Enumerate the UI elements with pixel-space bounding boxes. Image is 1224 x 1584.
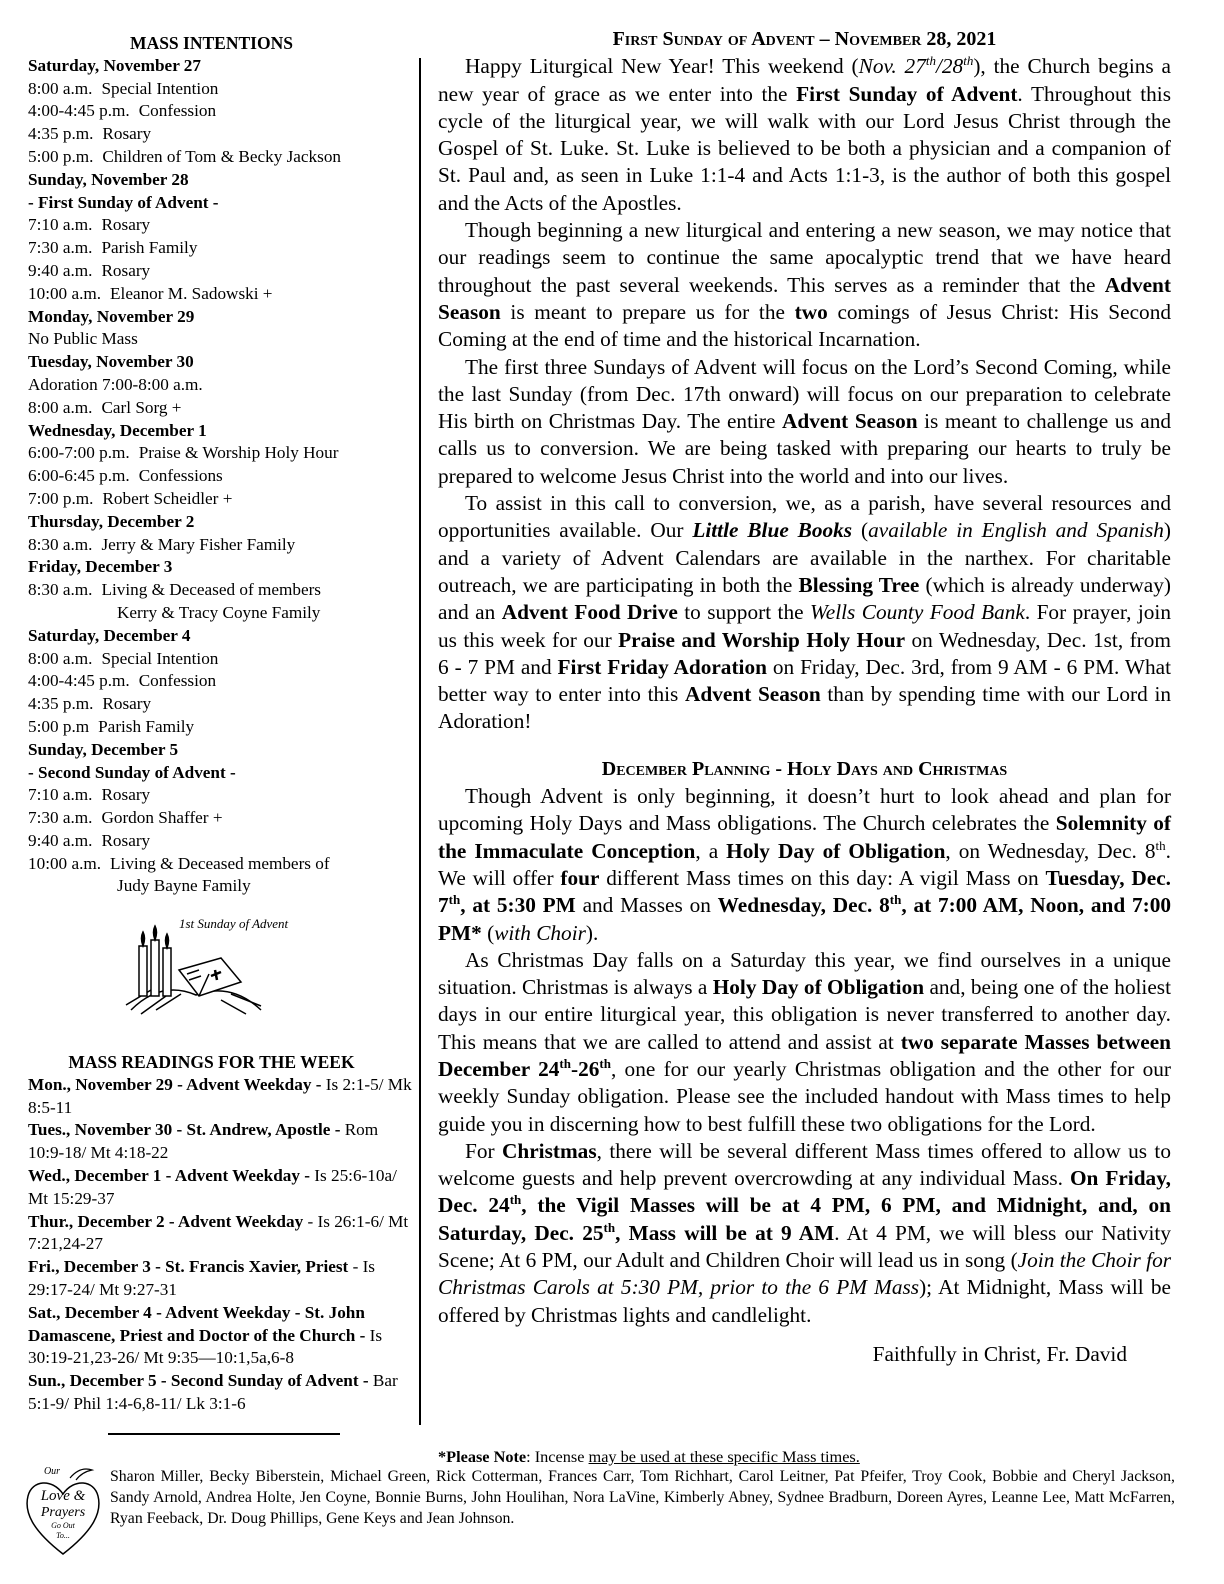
intention-text: Rosary (101, 785, 151, 805)
article-title: First Sunday of Advent – November 28, 2021 (612, 28, 997, 50)
intention-day-heading: Saturday, November 27 (28, 55, 201, 75)
reading-refs: Bar 5:1-9/ Phil 1:4-6,8-11/ Lk 3:1-6 (28, 1371, 398, 1414)
text-run: , there will be several different Mass times offered to allow us to welcome guests and help prevent overcrowding at any individual Mass. (438, 1138, 1171, 1191)
text-run: two (794, 299, 828, 324)
reading-item (28, 1302, 413, 1370)
text-run: comings of Jesus Christ: His Second Coming at the end of time and the historical Incarnation. (438, 299, 1171, 352)
text-run: . For prayer, join us this week for our (438, 600, 1171, 652)
mass-intentions-title: MASS INTENTIONS (130, 33, 293, 53)
reading-item (28, 1165, 413, 1211)
text-run: For (465, 1138, 502, 1163)
intention-day-heading: Saturday, December 4 (28, 625, 191, 645)
text-run: , the Vigil Masses will be at 4 PM, 6 PM, and Midnight, and, on Saturday, Dec. 25 (438, 1193, 1172, 1245)
intention-continuation: Judy Bayne Family (117, 876, 251, 896)
text-run: Advent Food Drive (501, 600, 678, 625)
intention-text: Children of Tom & Becky Jackson (102, 146, 342, 166)
text-run: ). (585, 920, 599, 945)
intention-time: 7:30 a.m. (28, 238, 93, 258)
logo-line-4: Go Out (51, 1521, 75, 1530)
text-run: is meant to prepare us for the (500, 299, 795, 324)
intention-text: Confession (138, 101, 217, 121)
text-run: , on Wednesday, Dec. 8 (945, 838, 1156, 863)
intention-time: 8:00 a.m. (28, 397, 93, 417)
intention-time: 7:30 a.m. (28, 808, 93, 828)
superscript: th (963, 53, 974, 69)
intention-time: 9:40 a.m. (28, 260, 93, 280)
reading-refs: - Is 29:17-24/ Mt 9:27-31 (28, 1257, 375, 1300)
text-run: -26 (570, 1056, 600, 1081)
reading-item (28, 1256, 413, 1302)
intention-text: Carl Sorg + (101, 397, 182, 417)
note-label: *Please Note (438, 1447, 527, 1466)
intention-row (28, 830, 413, 853)
intention-time: 4:35 p.m. (28, 124, 94, 144)
prayer-list: Sharon Miller, Becky Biberstein, Michael Green, Rick Cotterman, Frances Carr, Tom Richhart, Carol Leitner, Pat Pfeifer, Troy Cook, Bobbie and Cheryl Jackson, Sandy Arnold, Andrea Holte, Jen Coyne, Bonnie Burns, John Houlihan, Nora LaVine, Kimberly Abney, Sydnee Bradburn, Doreen Ayres, Leanne Lee, Matt McFarren, Ryan Feeback, Dr. Doug Phillips, Gene Keys and Jean Johnson. (110, 1468, 1175, 1527)
text-run: First Sunday of Advent (796, 81, 1018, 106)
intention-text: Special Intention (101, 648, 219, 668)
reading-day: Fri., December 3 - St. Francis Xavier, Priest (28, 1257, 349, 1277)
reading-refs: Is 30:19-21,23-26/ Mt 9:35—10:1,5a,6-8 (28, 1325, 383, 1368)
intention-row (28, 442, 413, 465)
intention-text: Rosary (101, 830, 151, 850)
column-divider (419, 58, 421, 1425)
text-run: ); At Midnight, Mass will be offered by Christmas lights and candlelight. (438, 1275, 1171, 1327)
superscript: th (509, 1192, 522, 1208)
intention-text: Rosary (101, 260, 151, 280)
text-run: Nov. 27 (858, 54, 926, 79)
text-run: , Mass will be at 9 AM (615, 1220, 835, 1245)
reading-day: Sun., December 5 - Second Sunday of Advent - (28, 1371, 369, 1391)
intention-row (28, 784, 413, 807)
article-body (438, 53, 1171, 735)
prayers-heart-logo (22, 1460, 104, 1560)
intention-row (28, 693, 413, 716)
text-run: , a (695, 838, 727, 863)
text-run: On Friday, Dec. 24 (438, 1166, 1171, 1218)
reading-refs: - Is 26:1-6/ Mt 7:21,24-27 (28, 1211, 409, 1254)
reading-item (28, 1370, 413, 1416)
intention-text: Eleanor M. Sadowski + (110, 283, 273, 303)
intention-time: 5:00 p.m. (28, 146, 94, 166)
article-subtitle: December Planning - Holy Days and Christmas (601, 757, 1008, 780)
intention-text: Robert Scheidler + (102, 488, 233, 508)
intention-text: Parish Family (101, 238, 198, 258)
note-underlined: may be used at these specific Mass times. (588, 1447, 860, 1466)
intention-row (28, 123, 413, 146)
reading-item (28, 1119, 413, 1165)
text-run: to support the (677, 600, 810, 625)
intention-time: 7:10 a.m. (28, 215, 93, 235)
right-column (438, 26, 1171, 1368)
text-run: two separate Masses between December 24 (438, 1029, 1172, 1081)
intention-row (28, 716, 413, 739)
text-run: on Wednesday, Dec. 1st, from 6 - 7 PM and (438, 627, 1171, 679)
left-column (28, 32, 413, 1416)
article-paragraph (438, 947, 1171, 1138)
article-paragraph (438, 490, 1171, 736)
note-text: : Incense (526, 1447, 589, 1466)
text-run: ( (481, 920, 495, 945)
text-run: and Masses on (575, 893, 718, 918)
superscript: th (603, 1219, 616, 1235)
intention-row (28, 237, 413, 260)
footer-rule (108, 1433, 340, 1435)
intention-text: Praise & Worship Holy Hour (138, 443, 339, 463)
text-run: Blessing Tree (798, 572, 920, 597)
intention-text: Confession (138, 671, 217, 691)
intention-time: 4:35 p.m. (28, 694, 94, 714)
text-run: Happy Liturgical New Year! This weekend ( (465, 54, 859, 79)
intention-text: Rosary (102, 694, 152, 714)
intention-row (28, 488, 413, 511)
intention-day-heading: Thursday, December 2 (28, 511, 195, 531)
intention-day-heading: Sunday, December 5 (28, 739, 179, 759)
text-run: than by spending time with our Lord in Adoration! (438, 682, 1172, 734)
intention-text: Rosary (101, 215, 151, 235)
intention-time: 9:40 a.m. (28, 830, 93, 850)
intention-time: 8:00 a.m. (28, 648, 93, 668)
text-run: First Friday Adoration (557, 654, 767, 679)
intention-row (28, 534, 413, 557)
reading-day: Mon., November 29 - Advent Weekday - (28, 1074, 322, 1094)
intention-row (28, 283, 413, 306)
reading-refs: Rom 10:9-18/ Mt 4:18-22 (28, 1120, 379, 1163)
intention-text: Special Intention (101, 78, 219, 98)
intention-day-heading: - Second Sunday of Advent - (28, 762, 236, 782)
superscript: th (448, 892, 461, 908)
logo-line-3: Prayers (40, 1505, 86, 1520)
intention-time: 4:00-4:45 p.m. (28, 101, 130, 121)
text-run: Solemnity of the Immaculate Conception (438, 811, 1171, 863)
text-run: . At 4 PM, we will bless our Nativity Scene; At 6 PM, our Adult and Children Choir will lead us in song ( (438, 1220, 1171, 1273)
intention-day-heading: Wednesday, December 1 (28, 420, 207, 440)
advent-candles-illustration (121, 910, 289, 1018)
intention-text: Rosary (102, 124, 152, 144)
text-run: on Friday, Dec. 3rd, from 9 AM - 6 PM. What better way to enter into this (438, 654, 1171, 707)
text-run: Tuesday, Dec. 7 (438, 865, 1171, 918)
intention-row (28, 146, 413, 169)
intention-row (28, 853, 413, 876)
text-run: Though beginning a new liturgical and entering a new season, we may notice that our readings seem to continue the same apocalyptic trend that we have heard throughout the past several weekends. This serves as a reminder that the (438, 218, 1171, 297)
intention-row (28, 260, 413, 283)
article-paragraph (438, 783, 1171, 947)
text-run: Holy Day of Obligation (726, 838, 946, 863)
superscript: th (925, 53, 936, 69)
intention-day-heading: Sunday, November 28 (28, 169, 189, 189)
reading-day: Thur., December 2 - Advent Weekday (28, 1211, 304, 1231)
text-run: Christmas (501, 1138, 597, 1163)
intention-text: Living & Deceased of members (101, 580, 321, 600)
text-run: As Christmas Day falls on a Saturday this year, we find ourselves in a unique situation. Christmas is always a (438, 947, 1171, 1000)
text-run: is meant to challenge us and calls us to conversion. We are being tasked with preparing our hearts to truly be prepared to welcome Jesus Christ into the world and into our lives. (438, 409, 1171, 488)
intention-text: Living & Deceased members of (110, 853, 330, 873)
reading-day: Sat., December 4 - Advent Weekday - St. John Damascene, Priest and Doctor of the Church - (28, 1302, 366, 1345)
mass-readings-title: MASS READINGS FOR THE WEEK (68, 1052, 355, 1073)
article-paragraph (438, 53, 1171, 217)
text-run: Wednesday, Dec. 8 (717, 893, 890, 918)
text-run: ( (852, 518, 869, 543)
intention-time: 6:00-6:45 p.m. (28, 466, 130, 486)
intention-row (28, 214, 413, 237)
intention-text: Gordon Shaffer + (101, 808, 223, 828)
intention-day-heading: Friday, December 3 (28, 557, 173, 577)
intention-time: 7:10 a.m. (28, 785, 93, 805)
intention-time: 7:00 p.m. (28, 488, 94, 508)
intention-row (28, 648, 413, 671)
text-run: ), the Church begins a new year of grace as we enter into the (438, 54, 1172, 106)
reading-item (28, 1211, 413, 1257)
incense-note (438, 1447, 860, 1467)
intention-text: Jerry & Mary Fisher Family (101, 534, 296, 554)
reading-refs: Is 2:1-5/ Mk 8:5-11 (28, 1074, 412, 1117)
text-run: Wells County Food Bank (809, 600, 1025, 625)
intention-time: 4:00-4:45 p.m. (28, 671, 130, 691)
text-run: (which is already underway) and an (438, 572, 1171, 625)
article-paragraph (438, 354, 1171, 490)
text-run: ) and a variety of Advent Calendars are available in the narthex. For charitable outreach, we are participating in both the (438, 518, 1171, 597)
text-run: different Mass times on this day: A vigil Mass on (599, 865, 1046, 890)
intention-text: Parish Family (98, 716, 195, 736)
text-run: , at 5:30 PM (460, 893, 576, 918)
intention-time: 5:00 p.m (28, 716, 90, 736)
intention-row (28, 465, 413, 488)
intention-note: No Public Mass (28, 329, 138, 349)
intention-row (28, 670, 413, 693)
article-paragraph (438, 1138, 1171, 1329)
intention-time: 8:30 a.m. (28, 580, 93, 600)
text-run: , at 7:00 AM, Noon, and 7:00 PM* (438, 893, 1172, 945)
text-run: available in English and Spanish (868, 518, 1164, 543)
intention-time: 6:00-7:00 p.m. (28, 443, 130, 463)
text-run: with Choir (494, 920, 586, 945)
text-run: . Throughout this cycle of the liturgical year, we will walk with our Lord Jesus Christ through the Gospel of St. Luke. St. Luke is believed to be both a physician and a companion of St. Paul and, as seen in Luke 1:1-4 and Acts 1:1-3, is the author of both this gospel and the Acts of the Apostles. (438, 81, 1171, 215)
reading-day: Tues., November 30 - St. Andrew, Apostle - (28, 1120, 341, 1140)
intention-row (28, 397, 413, 420)
text-run: Advent Season (685, 682, 821, 707)
reading-refs: Is 25:6-10a/ Mt 15:29-37 (28, 1166, 397, 1208)
superscript: th (559, 1055, 571, 1071)
text-run: To assist in this call to conversion, we, as a parish, have several resources and opportunities available. Our (438, 491, 1171, 543)
text-run: Advent Season (782, 409, 918, 434)
intention-row (28, 100, 413, 123)
reading-item (28, 1074, 413, 1120)
logo-line-1: Our (43, 1466, 61, 1477)
intention-time: 10:00 a.m. (28, 853, 102, 873)
text-run: and, being one of the holiest days in our entire liturgical year, this obligation is never transferred to another day. This means that we are called to attend and assist at (438, 975, 1171, 1054)
logo-line-2: Love & (40, 1488, 86, 1504)
intention-day-heading: Tuesday, November 30 (28, 352, 194, 372)
text-run: Join the Choir for Christmas Carols at 5:30 PM, prior to the 6 PM Mass (438, 1248, 1172, 1300)
intention-day-heading: Monday, November 29 (28, 306, 195, 326)
intention-text: Confessions (138, 466, 223, 486)
intention-row (28, 78, 413, 101)
text-run: four (560, 865, 600, 890)
superscript: th (889, 892, 902, 908)
text-run: , one for our yearly Christmas obligation and the other for our weekly Sunday obligation. Please see the included handout with Mass times to help guide you in discerning how to best fulfill these two obligations for the Lord. (438, 1056, 1171, 1136)
superscript: th (1155, 837, 1166, 853)
text-run: . We will offer (438, 838, 1171, 890)
text-run: Holy Day of Obligation (712, 975, 925, 1000)
mass-intentions-list (28, 55, 413, 898)
text-run: /28 (935, 54, 964, 79)
intention-time: 10:00 a.m. (28, 283, 102, 303)
logo-line-5: To... (56, 1531, 70, 1540)
intention-time: 8:00 a.m. (28, 78, 93, 98)
intention-note: Adoration 7:00-8:00 a.m. (28, 374, 203, 394)
planning-body (438, 783, 1171, 1329)
superscript: th (599, 1055, 611, 1071)
mass-readings-list (28, 1074, 413, 1416)
intention-row (28, 579, 413, 602)
intention-row (28, 807, 413, 830)
text-run: Praise and Worship Holy Hour (618, 627, 906, 652)
intention-continuation: Kerry & Tracy Coyne Family (117, 602, 321, 622)
intention-day-heading: - First Sunday of Advent - (28, 192, 219, 212)
intention-time: 8:30 a.m. (28, 534, 93, 554)
reading-day: Wed., December 1 - Advent Weekday - (28, 1166, 310, 1186)
article-paragraph (438, 217, 1171, 353)
text-run: The first three Sundays of Advent will focus on the Lord’s Second Coming, while the last Sunday (from Dec. 17th onward) will focus on our preparation to celebrate His birth on Christmas Day. The entire (438, 354, 1171, 434)
text-run: Advent Season (438, 272, 1171, 324)
text-run: Little Blue Books (692, 518, 853, 543)
advent-image-caption: 1st Sunday of Advent (179, 916, 289, 932)
signature: Faithfully in Christ, Fr. David (872, 1341, 1127, 1366)
text-run: Though Advent is only beginning, it doesn’t hurt to look ahead and plan for upcoming Holy Days and Mass obligations. The Church celebrates the (438, 784, 1171, 836)
